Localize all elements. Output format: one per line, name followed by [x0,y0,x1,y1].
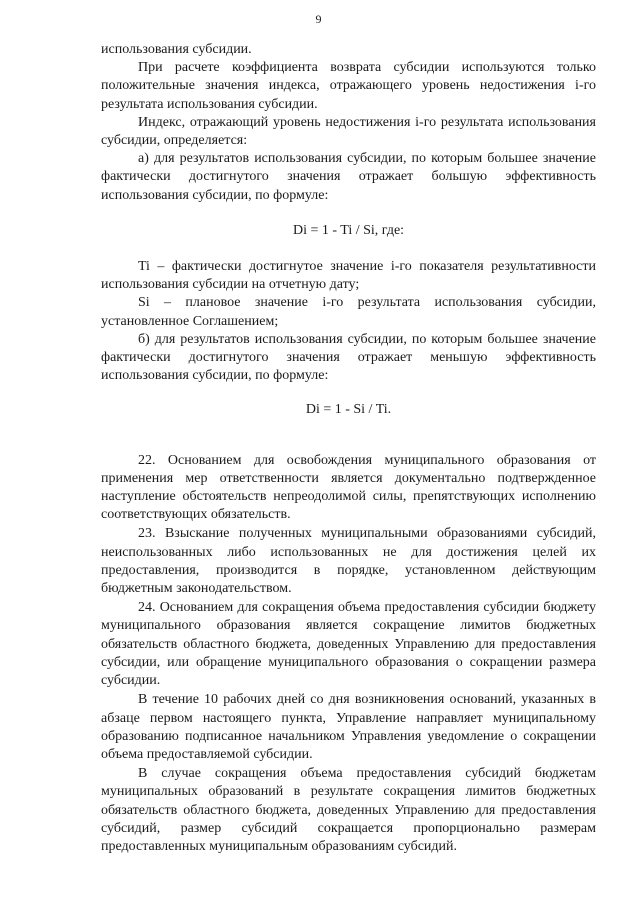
formula-case-a: Di = 1 - Ti / Si, где: [292,222,405,238]
document-body [101,41,596,856]
variable-si-definition: Si – плановое значение i-го результата использования субсидии, установленное Соглашением; [101,295,596,329]
paragraph-24: 24. Основанием для сокращения объема предоставления субсидии бюджету муниципального образования является сокращение лимитов бюджетных обязательств областного бюджета, доведенных Управлению для предоставления субсидии, или обращение муниципального образования о сокращении размера субсидии. [101,600,596,689]
paragraph-index-definition: Индекс, отражающий уровень недостижения i-го результата использования субсидии, определяется: [101,114,596,149]
paragraph-24-proportional: В случае сокращения объема предоставления субсидий бюджетам муниципальных образований в результате сокращения лимитов бюджетных обязательств областного бюджета, доведенных Управлению для предоставления субсидий, размер субсидий сокращается пропорционально размерам предоставленных муниципальным образованиям субсидий. [101,766,596,854]
paragraph-24-notice: В течение 10 рабочих дней со дня возникновения оснований, указанных в абзаце первом настоящего пункта, Управление направляет муниципальному образованию подписанное начальником Управления уведомление о сокращении объема предоставляемой субсидии. [101,692,596,762]
paragraph-return-coefficient: При расчете коэффициента возврата субсидии используются только положительные значения индекса, отражающего уровень недостижения i-го результата использования субсидии. [101,60,596,112]
paragraph-22: 22. Основанием для освобождения муниципального образования от применения мер ответственности является документально подтвержденное наступление обстоятельств непреодолимой силы, препятствующих исполнению соответствующих обязательств. [101,452,596,523]
paragraph-continuation: использования субсидии. [101,42,252,57]
page-number: 9 [315,12,322,26]
paragraph-23: 23. Взыскание полученных муниципальными образованиями субсидий, неиспользованных либо использованных не для достижения целей их предоставления, производится в порядке, установленном действующим бюджетным законодательством. [101,526,596,597]
paragraph-case-b: б) для результатов использования субсидии, по которым большее значение фактически достигнутого значения отражает меньшую эффективность использования субсидии, по формуле: [101,331,596,384]
paragraph-case-a: а) для результатов использования субсидии, по которым большее значение фактически достигнутого значения отражает большую эффективность использования субсидии, по формуле: [101,151,596,203]
formula-case-b: Di = 1 - Si / Ti. [305,402,392,418]
variable-ti-definition: Ti – фактически достигнутое значение i-го показателя результативности использования субсидии на отчетную дату; [101,259,596,293]
